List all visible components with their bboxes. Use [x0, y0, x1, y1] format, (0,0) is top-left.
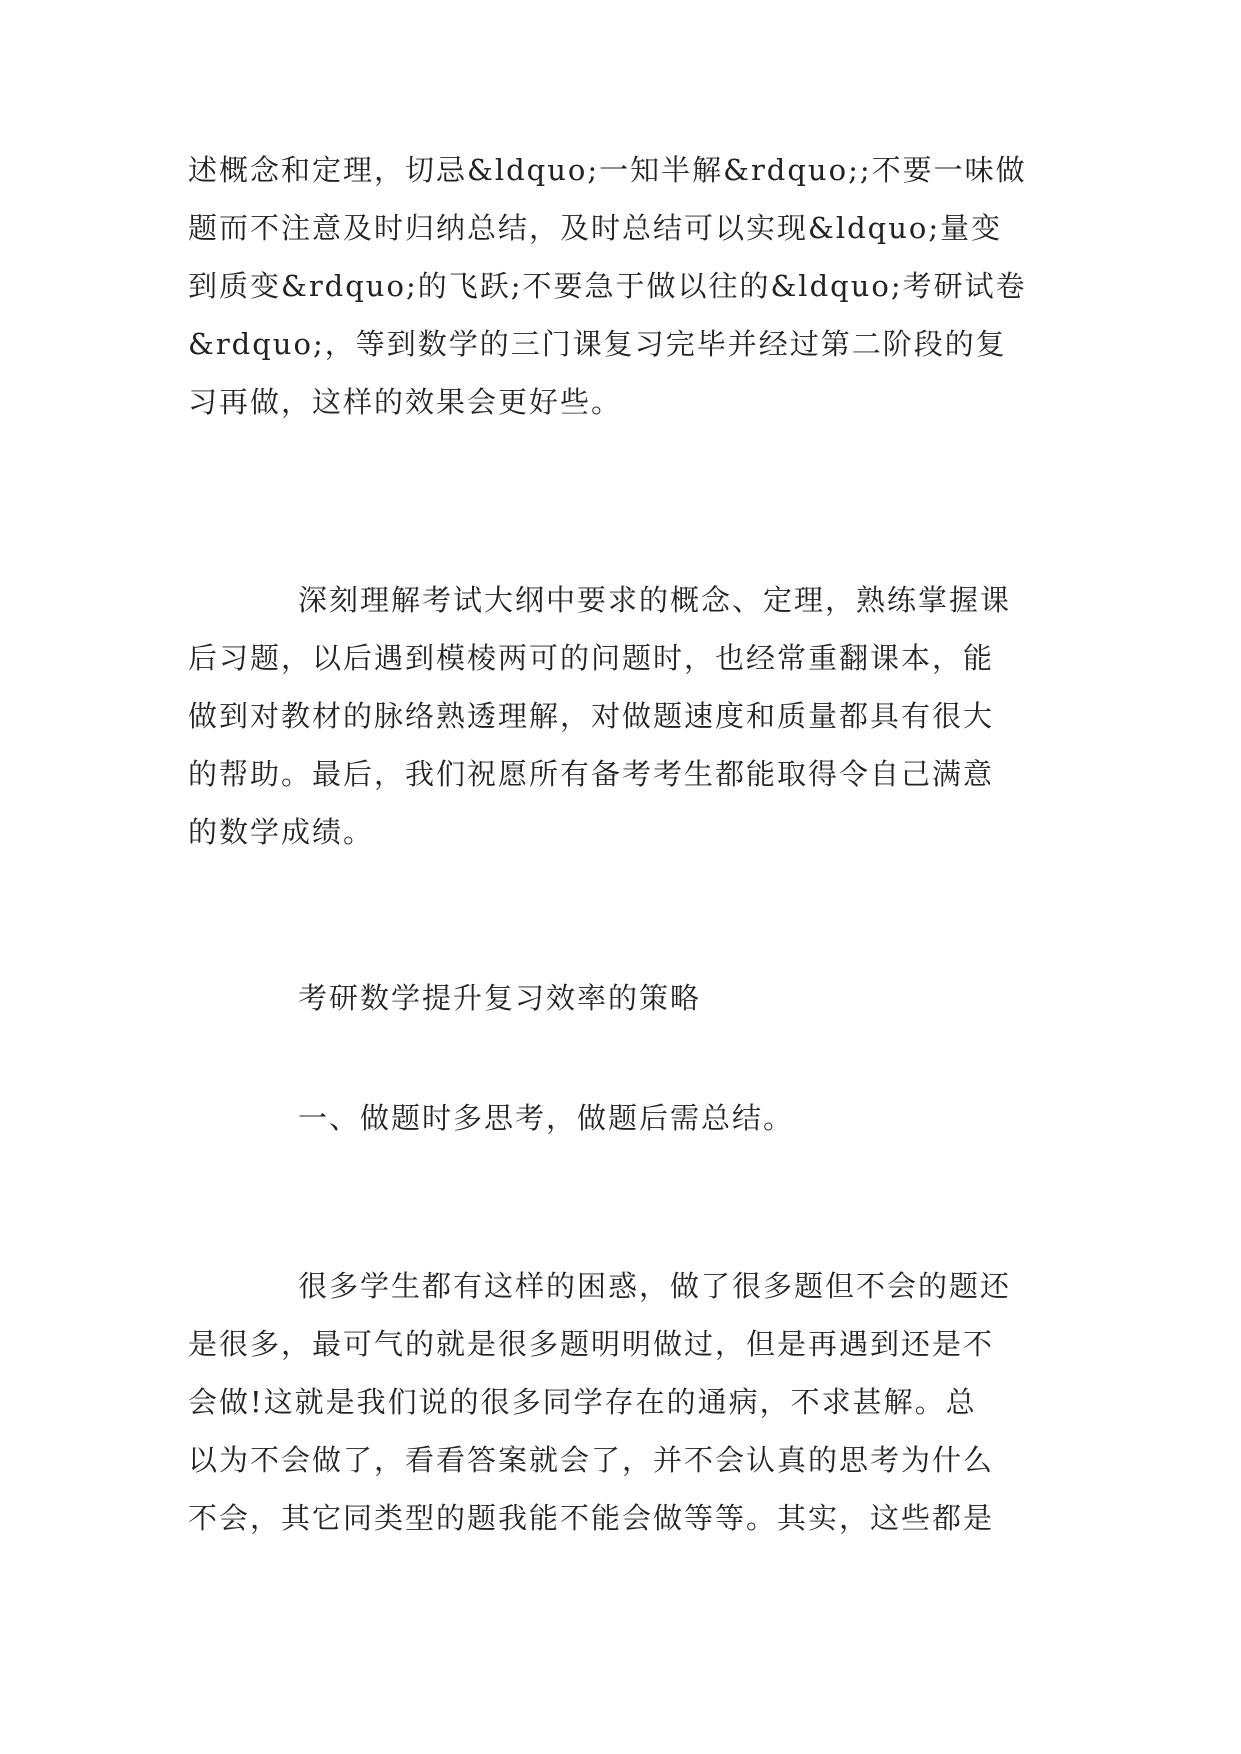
- paragraph-line: 后习题，以后遇到模棱两可的问题时，也经常重翻课本，能: [188, 641, 995, 675]
- paragraph-line: 会做!这就是我们说的很多同学存在的通病，不求甚解。总: [188, 1385, 977, 1419]
- subsection-heading: 一、做题时多思考，做题后需总结。: [298, 1101, 795, 1135]
- paragraph-line: 不会，其它同类型的题我能不能会做等等。其实，这些都是: [188, 1501, 995, 1535]
- paragraph-line: 习再做，这样的效果会更好些。: [188, 385, 623, 419]
- paragraph-line: 题而不注意及时归纳总结，及时总结可以实现&ldquo;量变: [188, 211, 1003, 245]
- section-title: 考研数学提升复习效率的策略: [298, 981, 702, 1015]
- paragraph-line: &rdquo;，等到数学的三门课复习完毕并经过第二阶段的复: [188, 327, 1007, 361]
- paragraph-line: 到质变&rdquo;的飞跃;不要急于做以往的&ldquo;考研试卷: [188, 269, 1027, 303]
- paragraph-line: 深刻理解考试大纲中要求的概念、定理，熟练掌握课: [298, 583, 1012, 617]
- paragraph-line: 做到对教材的脉络熟透理解，对做题速度和质量都具有很大: [188, 699, 995, 733]
- paragraph-line: 的帮助。最后，我们祝愿所有备考考生都能取得令自己满意: [188, 757, 995, 791]
- paragraph-line: 述概念和定理，切忌&ldquo;一知半解&rdquo;;不要一味做: [188, 153, 1027, 187]
- paragraph-line: 是很多，最可气的就是很多题明明做过，但是再遇到还是不: [188, 1327, 995, 1361]
- paragraph-line: 的数学成绩。: [188, 815, 375, 849]
- paragraph-line: 很多学生都有这样的困惑，做了很多题但不会的题还: [298, 1269, 1012, 1303]
- paragraph-line: 以为不会做了，看看答案就会了，并不会认真的思考为什么: [188, 1443, 995, 1477]
